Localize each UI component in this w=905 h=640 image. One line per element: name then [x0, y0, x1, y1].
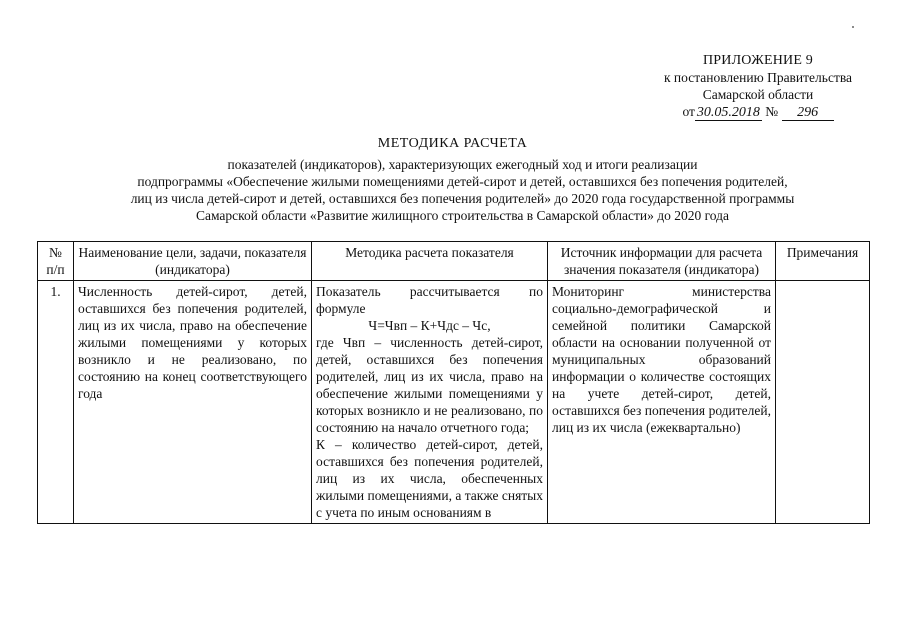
- appendix-region: Самарской области: [702, 87, 814, 102]
- header-source: Источник информации для расчета значения показателя (индикатора): [548, 242, 776, 281]
- subtitle-line: подпрограммы «Обеспечение жилыми помещениями детей-сирот и детей, оставшихся без попечения родителей,: [137, 174, 788, 189]
- header-method: Методика расчета показателя: [312, 242, 548, 281]
- appendix-title: ПРИЛОЖЕНИЕ 9: [702, 53, 814, 68]
- row-indicator-name: Численность детей-сирот, детей, оставшихся без попечения родителей, лиц из их числа, право на обеспечение жилыми помещениями у которых возникло и не реализовано, по состоянию на конец соответствующего года: [74, 281, 312, 524]
- number-prefix: №: [765, 104, 779, 119]
- appendix-block: [628, 52, 888, 121]
- decree-date: 30.05.2018: [696, 105, 760, 120]
- document-title: МЕТОДИКА РАСЧЕТА: [377, 136, 528, 151]
- row-notes: [776, 281, 870, 524]
- scan-speck: [852, 26, 854, 28]
- method-definition-k: К – количество детей-сирот, детей, оставшихся без попечения родителей, лиц из их числа, обеспеченных жилыми помещениями, а также снятых с учета по иным основаниям в: [316, 437, 543, 520]
- appendix-date-line: [628, 103, 888, 121]
- row-method: [312, 281, 548, 524]
- header-notes: Примечания: [776, 242, 870, 281]
- subtitle-line: показателей (индикаторов), характеризующих ежегодный ход и итоги реализации: [227, 157, 698, 172]
- table-row: [38, 281, 870, 524]
- header-number: № п/п: [38, 242, 74, 281]
- table-header-row: [38, 242, 870, 281]
- method-formula: Ч=Чвп – К+Чдс – Чс,: [368, 318, 491, 333]
- subtitle-line: лиц из числа детей-сирот и детей, оставшихся без попечения родителей» до 2020 года государственной программы: [130, 191, 795, 206]
- decree-number: 296: [782, 106, 834, 121]
- header-name: Наименование цели, задачи, показателя (индикатора): [74, 242, 312, 281]
- row-source: Мониторинг министерства социально-демографической и семейной политики Самарской области на основании полученной от муниципальных образований информации о количестве состоящих на учете детей-сирот, детей, оставшихся без попечения родителей, лиц из их числа (ежеквартально): [548, 281, 776, 524]
- document-subtitle: [40, 156, 885, 224]
- methodology-table: [37, 241, 870, 524]
- date-prefix: от: [682, 104, 695, 119]
- appendix-decree: к постановлению Правительства: [663, 70, 853, 85]
- row-number: 1.: [38, 281, 74, 524]
- subtitle-line: Самарской области «Развитие жилищного строительства в Самарской области» до 2020 года: [195, 208, 729, 223]
- method-definition-chvp: где Чвп – численность детей-сирот, детей, оставшихся без попечения родителей, лиц из их числа, право на обеспечение жилыми помещениями у которых возникло и не реализовано, по состоянию на начало отчетного года;: [316, 335, 543, 435]
- method-intro: Показатель рассчитывается по формуле: [316, 284, 543, 316]
